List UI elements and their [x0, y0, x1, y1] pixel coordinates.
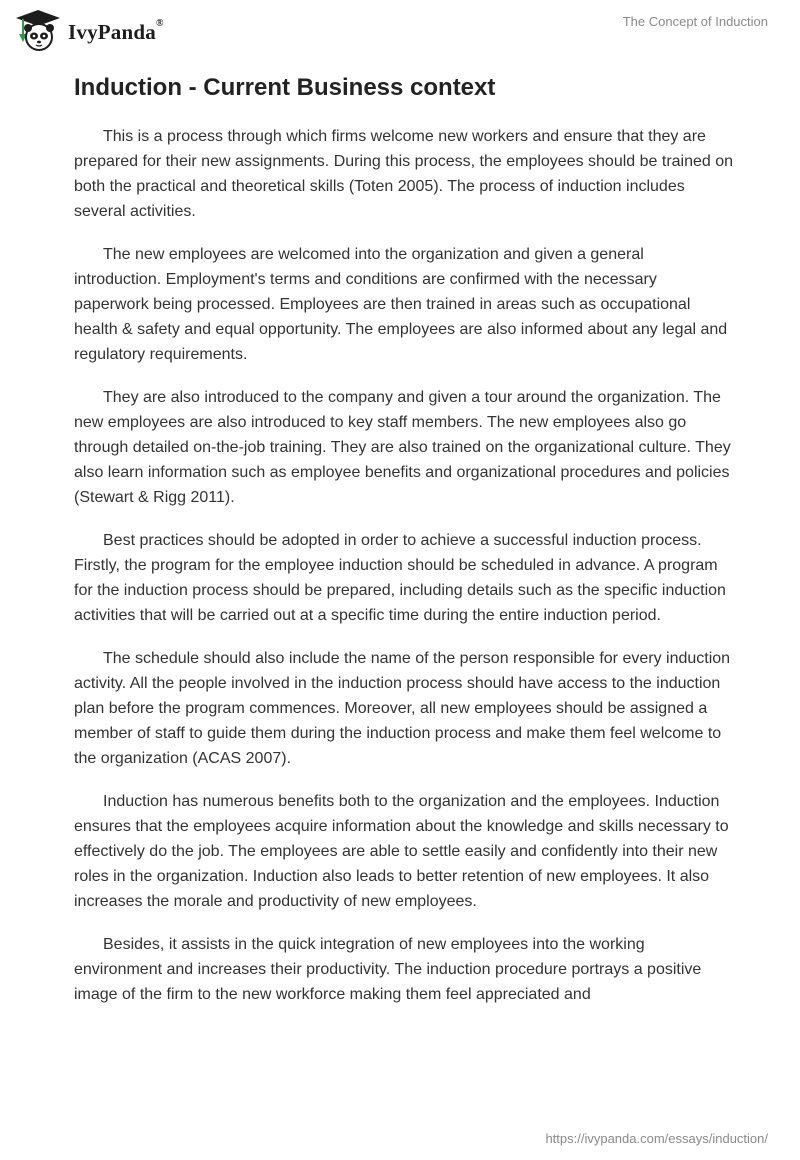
paragraph-6: Induction has numerous benefits both to the organization and the employees. Induction ensures that the employees acquire information about the knowledge and skills necessary to effectively do the job. The employees are able to settle easily and confidently into their new roles in the organization. Induction also leads to better retention of new employees. It also increases the morale and productivity of new employees.	[74, 793, 729, 910]
brand-logo[interactable]	[14, 8, 164, 52]
panda-graduate-icon	[14, 8, 62, 52]
paragraph-7: Besides, it assists in the quick integration of new employees into the working environment and increases their productivity. The induction procedure portrays a positive image of the firm to the new workforce making them feel appreciated and	[74, 936, 702, 1003]
paragraph-5: The schedule should also include the name of the person responsible for every induction activity. All the people involved in the induction process should have access to the induction plan before the program commences. Moreover, all new employees should be assigned a member of staff to guide them during the induction process and make them feel welcome to the organization (ACAS 2007).	[74, 650, 731, 767]
paragraph-4: Best practices should be adopted in order to achieve a successful induction process. Firstly, the program for the employee induction should be scheduled in advance. A program for the induction process should be prepared, including details such as the specific induction activities that will be carried out at a specific time during the entire induction period.	[74, 532, 726, 624]
paragraph-3: They are also introduced to the company and given a tour around the organization. The new employees are also introduced to key staff members. The new employees also go through detailed on-the-job training. They are also trained on the organizational culture. They also learn information such as employee benefits and organizational procedures and policies (Stewart & Rigg 2011).	[74, 389, 731, 506]
article-heading: Induction - Current Business context	[74, 74, 496, 101]
paragraph-2: The new employees are welcomed into the organization and given a general introduction. Employment's terms and conditions are confirmed with the necessary paperwork being processed. Employees are then trained in areas such as occupational health & safety and equal opportunity. The employees are also informed about any legal and regulatory requirements.	[74, 246, 728, 363]
document-title: The Concept of Induction	[622, 14, 768, 29]
article	[74, 72, 734, 1025]
paragraph-1: This is a process through which firms welcome new workers and ensure that they are prepared for their new assignments. During this process, the employees should be trained on both the practical and theoretical skills (Toten 2005). The process of induction includes several activities.	[74, 128, 734, 220]
brand-name: IvyPanda®	[68, 17, 164, 44]
source-url-link[interactable]: https://ivypanda.com/essays/induction/	[545, 1131, 768, 1146]
